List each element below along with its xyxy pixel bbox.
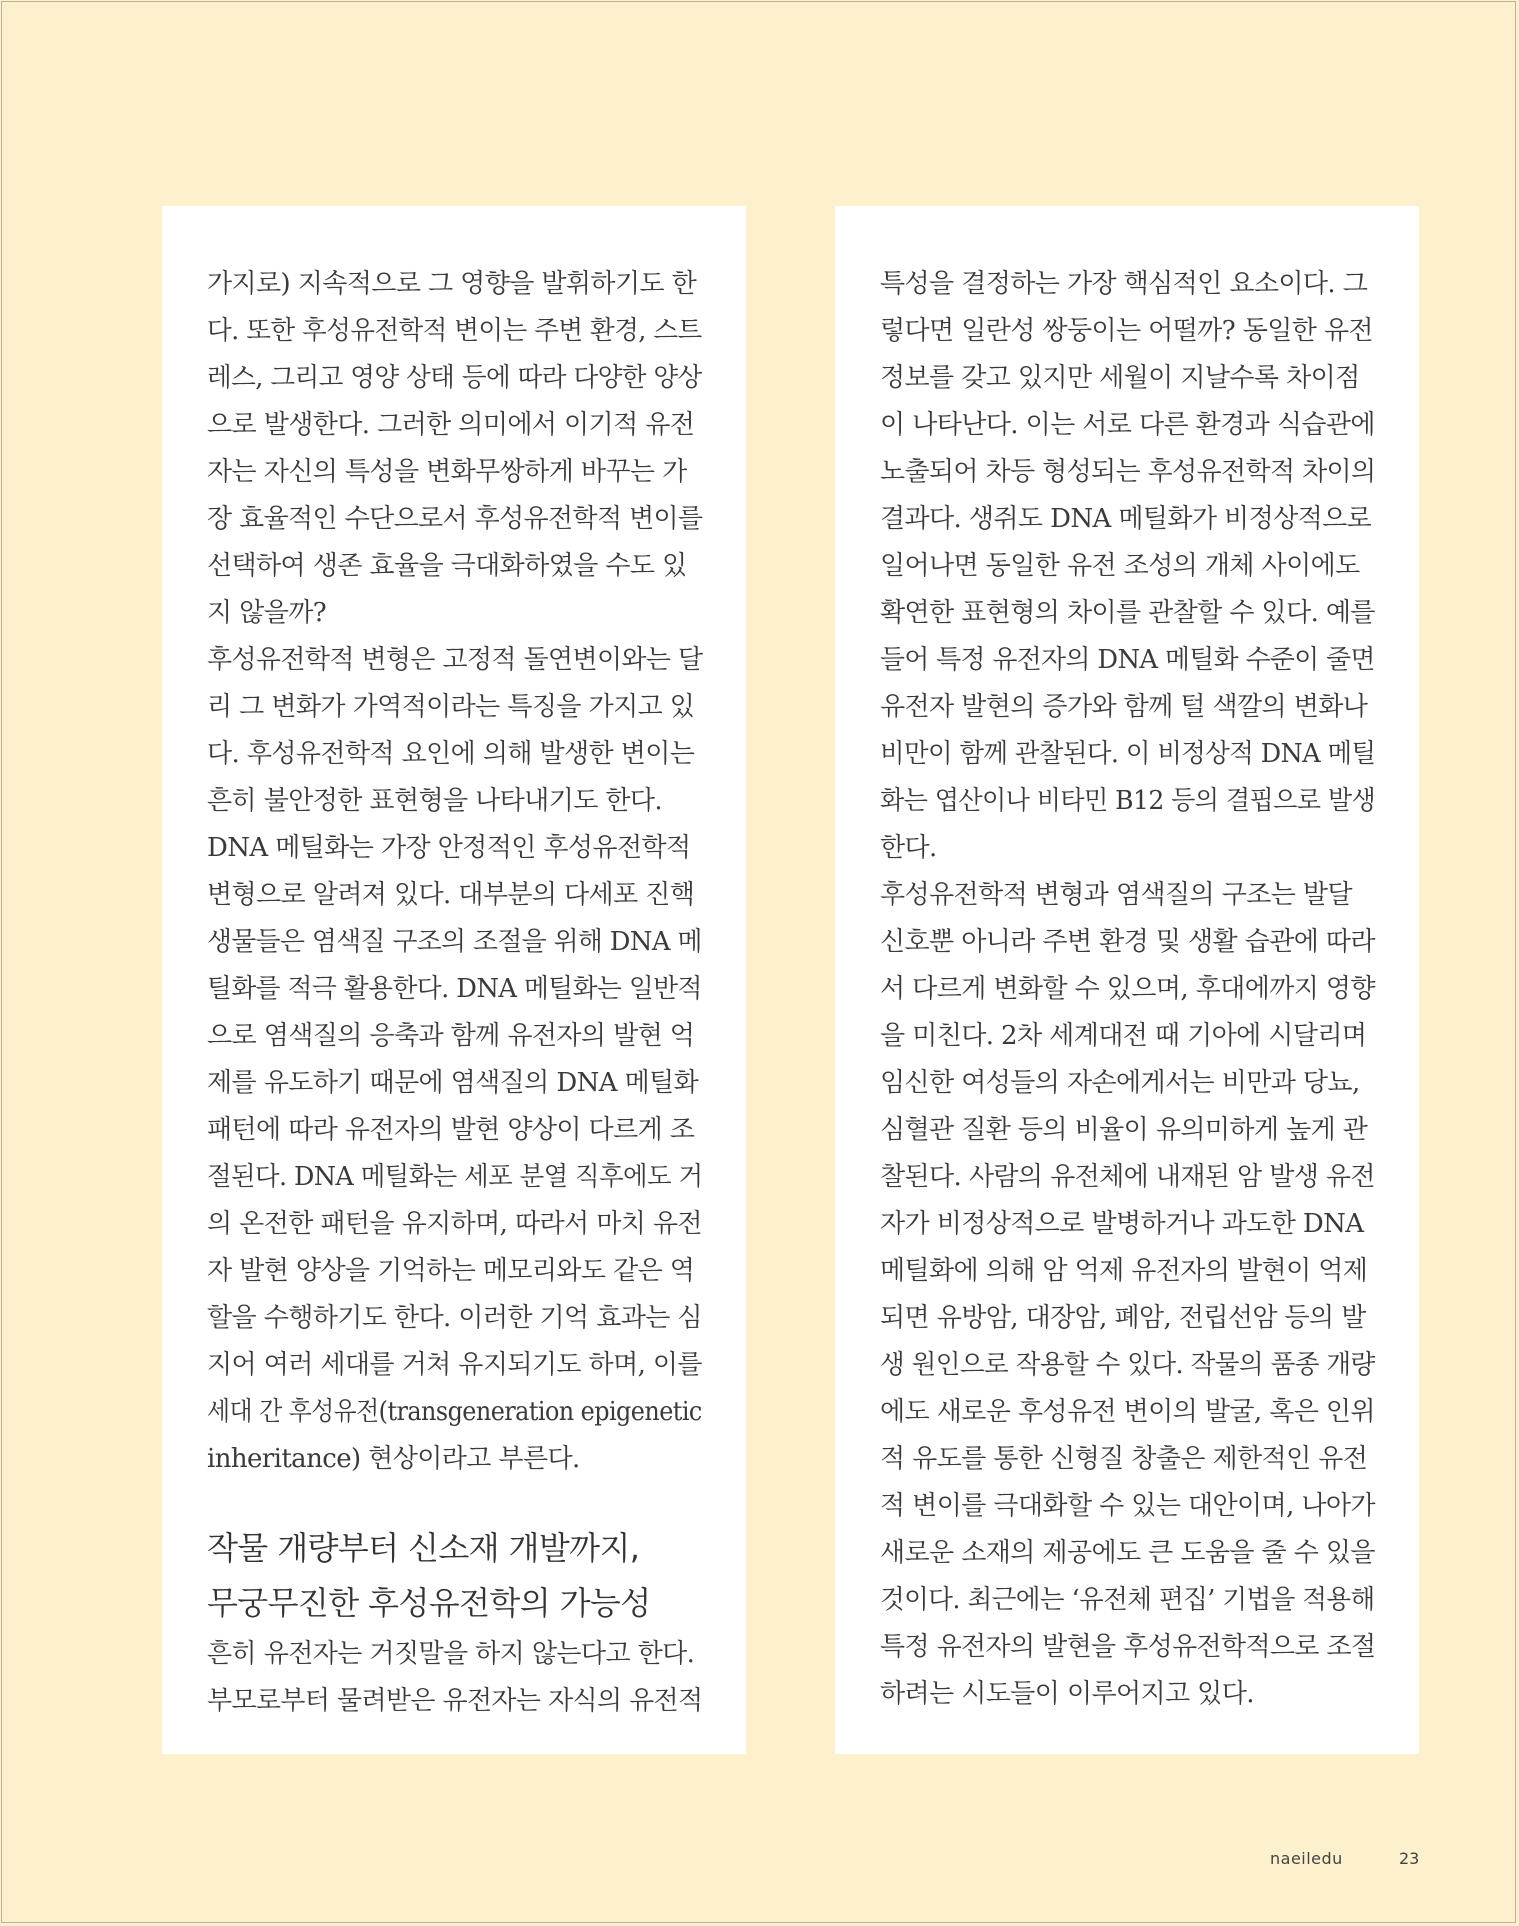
text-line: 부모로부터 물려받은 유전자는 자식의 유전적 (207, 1686, 703, 1716)
text-line: 비만이 함께 관찰된다. 이 비정상적 DNA 메틸 (880, 739, 1376, 769)
text-line: 자가 비정상적으로 발병하거나 과도한 DNA (880, 1209, 1364, 1239)
text-line: 결과다. 생쥐도 DNA 메틸화가 비정상적으로 (880, 504, 1372, 534)
text-line: 들어 특정 유전자의 DNA 메틸화 수준이 줄면 (880, 645, 1375, 675)
text-line: 변형으로 알려져 있다. 대부분의 다세포 진핵 (207, 880, 695, 910)
text-line: 세대 간 후성유전(transgeneration epigenetic (207, 1397, 702, 1427)
text-line: 흔히 유전자는 거짓말을 하지 않는다고 한다. (207, 1639, 695, 1669)
text-line: 틸화를 적극 활용한다. DNA 메틸화는 일반적 (207, 974, 702, 1004)
footer-brand: naeiledu (1270, 1849, 1343, 1868)
text-line: inheritance) 현상이라고 부른다. (207, 1444, 580, 1474)
text-line: 확연한 표현형의 차이를 관찰할 수 있다. 예를 (880, 598, 1375, 628)
text-line: 할을 수행하기도 한다. 이러한 기억 효과는 심 (207, 1303, 702, 1333)
text-line: 지어 여러 세대를 거쳐 유지되기도 하며, 이를 (207, 1350, 702, 1380)
text-line: 하려는 시도들이 이루어지고 있다. (880, 1679, 1254, 1709)
text-line: 자는 자신의 특성을 변화무쌍하게 바꾸는 가 (207, 457, 687, 487)
text-line: 메틸화에 의해 암 억제 유전자의 발현이 억제 (880, 1256, 1368, 1286)
text-line: 흔히 불안정한 표현형을 나타내기도 한다. (207, 786, 663, 816)
text-line: 임신한 여성들의 자손에게서는 비만과 당뇨, (880, 1068, 1360, 1098)
right-column (835, 206, 1419, 1754)
text-line: 정보를 갖고 있지만 세월이 지날수록 차이점 (880, 363, 1360, 393)
heading-line: 무궁무진한 후성유전학의 가능성 (207, 1584, 651, 1622)
text-line: 후성유전학적 변형은 고정적 돌연변이와는 달 (207, 645, 703, 675)
text-line: 새로운 소재의 제공에도 큰 도움을 줄 수 있을 (880, 1538, 1375, 1568)
text-line: 한다. (880, 833, 937, 863)
text-line: 신호뿐 아니라 주변 환경 및 생활 습관에 따라 (880, 927, 1375, 957)
text-line: 적 유도를 통한 신형질 창출은 제한적인 유전 (880, 1444, 1368, 1474)
text-line: 후성유전학적 변형과 염색질의 구조는 발달 (880, 880, 1352, 910)
left-body-text-continued (207, 1631, 702, 1725)
text-line: 으로 염색질의 응축과 함께 유전자의 발현 억 (207, 1021, 695, 1051)
section-gap (207, 1483, 702, 1521)
text-line: 장 효율적인 수단으로서 후성유전학적 변이를 (207, 504, 703, 534)
text-line: 노출되어 차등 형성되는 후성유전학적 차이의 (880, 457, 1376, 487)
text-line: 으로 발생한다. 그러한 의미에서 이기적 유전 (207, 410, 695, 440)
text-line: 선택하여 생존 효율을 극대화하였을 수도 있 (207, 551, 687, 581)
text-line: 다. 후성유전학적 요인에 의해 발생한 변이는 (207, 739, 695, 769)
text-line: 되면 유방암, 대장암, 폐암, 전립선암 등의 발 (880, 1303, 1366, 1333)
text-line: 다. 또한 후성유전학적 변이는 주변 환경, 스트 (207, 316, 702, 346)
text-line: 의 온전한 패턴을 유지하며, 따라서 마치 유전 (207, 1209, 702, 1239)
text-line: 패턴에 따라 유전자의 발현 양상이 다르게 조 (207, 1115, 695, 1145)
text-line: 유전자 발현의 증가와 함께 털 색깔의 변화나 (880, 692, 1368, 722)
text-line: 특정 유전자의 발현을 후성유전학적으로 조절 (880, 1632, 1376, 1662)
text-line: 심혈관 질환 등의 비율이 유의미하게 높게 관 (880, 1115, 1368, 1145)
left-column (162, 206, 746, 1754)
heading-line: 작물 개량부터 신소재 개발까지, (207, 1529, 640, 1567)
text-line: 화는 엽산이나 비타민 B12 등의 결핍으로 발생 (880, 786, 1376, 816)
text-line: 자 발현 양상을 기억하는 메모리와도 같은 역 (207, 1256, 695, 1286)
text-line: DNA 메틸화는 가장 안정적인 후성유전학적 (207, 833, 691, 863)
page-number: 23 (1399, 1849, 1420, 1868)
text-line: 지 않을까? (207, 598, 327, 628)
text-line: 절된다. DNA 메틸화는 세포 분열 직후에도 거 (207, 1162, 703, 1192)
text-line: 일어나면 동일한 유전 조성의 개체 사이에도 (880, 551, 1360, 581)
text-line: 에도 새로운 후성유전 변이의 발굴, 혹은 인위 (880, 1397, 1375, 1427)
text-line: 적 변이를 극대화할 수 있는 대안이며, 나아가 (880, 1491, 1375, 1521)
text-line: 제를 유도하기 때문에 염색질의 DNA 메틸화 (207, 1068, 699, 1098)
text-line: 것이다. 최근에는 ‘유전체 편집’ 기법을 적용해 (880, 1585, 1375, 1615)
text-line: 특성을 결정하는 가장 핵심적인 요소이다. 그 (880, 269, 1368, 299)
text-line: 렇다면 일란성 쌍둥이는 어떨까? 동일한 유전 (880, 316, 1373, 346)
right-body-text (880, 261, 1375, 1718)
text-line: 생물들은 염색질 구조의 조절을 위해 DNA 메 (207, 927, 702, 957)
text-line: 가지로) 지속적으로 그 영향을 발휘하기도 한 (207, 269, 697, 299)
text-line: 찰된다. 사람의 유전체에 내재된 암 발생 유전 (880, 1162, 1375, 1192)
text-line: 서 다르게 변화할 수 있으며, 후대에까지 영향 (880, 974, 1375, 1004)
text-line: 을 미친다. 2차 세계대전 때 기아에 시달리며 (880, 1021, 1367, 1051)
text-line: 리 그 변화가 가역적이라는 특징을 가지고 있 (207, 692, 695, 722)
text-line: 생 원인으로 작용할 수 있다. 작물의 품종 개량 (880, 1350, 1375, 1380)
text-line: 이 나타난다. 이는 서로 다른 환경과 식습관에 (880, 410, 1375, 440)
left-body-text (207, 261, 702, 1483)
text-line: 레스, 그리고 영양 상태 등에 따라 다양한 양상 (207, 363, 702, 393)
section-heading (207, 1521, 702, 1631)
